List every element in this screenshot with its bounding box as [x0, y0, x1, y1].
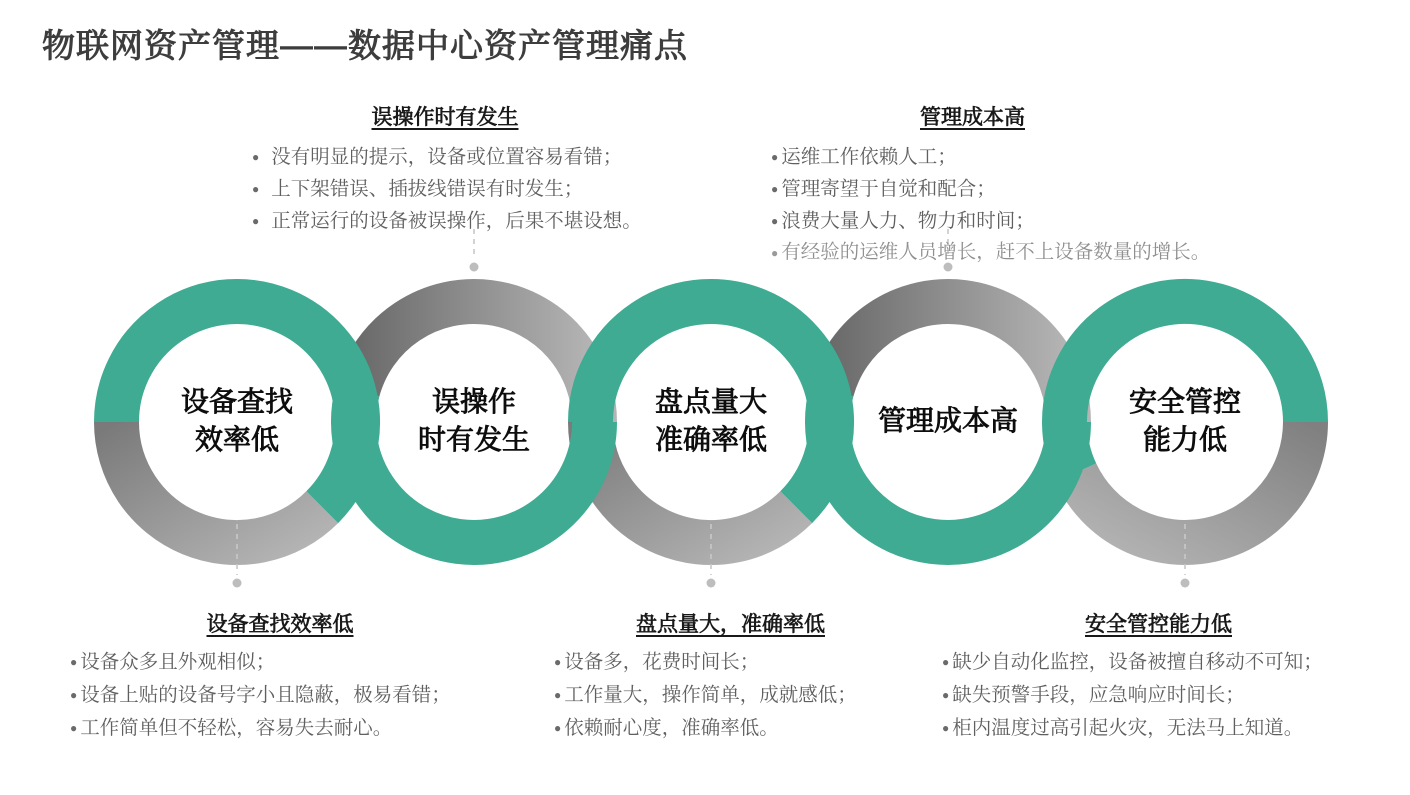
callout-management-cost — [740, 101, 1211, 269]
callout-title: 安全管控能力低 — [1085, 612, 1232, 636]
ring-label-line: 盘点量大 — [654, 387, 767, 418]
bullet-text: 运维工作依赖人工； — [781, 146, 957, 168]
ring-label — [1075, 357, 1295, 487]
callout-inventory — [548, 608, 913, 745]
callout-bullet-list — [942, 646, 1381, 745]
bullet-text: 设备多，花费时间长； — [564, 651, 760, 673]
bullet-icon: ● — [252, 150, 260, 164]
connector-dot — [1181, 579, 1190, 588]
connector-dot — [233, 579, 242, 588]
bullet-text: 设备众多且外观相似； — [80, 651, 276, 673]
ring-label-line: 管理成本高 — [877, 406, 1018, 437]
callout-bullet-list — [554, 646, 913, 745]
bullet-text: 缺少自动化监控，设备被擅自移动不可知； — [952, 651, 1323, 673]
page-title: 物联网资产管理——数据中心资产管理痛点 — [42, 27, 688, 64]
ring-label-line: 安全管控 — [1128, 387, 1241, 418]
bullet-text: 没有明显的提示，设备或位置容易看错； — [271, 146, 623, 168]
bullet-text: 浪费大量人力、物力和时间； — [781, 210, 1035, 232]
callout-security — [936, 608, 1381, 745]
callout-bullet — [771, 205, 1205, 237]
bullet-icon: ● — [942, 688, 950, 702]
connector-dot — [707, 579, 716, 588]
bullet-text: 上下架错误、插拔线错误有时发生； — [271, 178, 584, 200]
ring-label-line: 效率低 — [194, 425, 279, 456]
callout-bullet — [942, 646, 1381, 679]
callout-title: 盘点量大，准确率低 — [636, 612, 825, 636]
callout-bullet — [771, 237, 1211, 269]
ring-label-line: 误操作 — [431, 387, 516, 418]
callout-bullet-list — [252, 141, 650, 237]
bullet-icon: ● — [771, 246, 779, 260]
ring-label-line: 时有发生 — [417, 425, 530, 456]
bullet-text: 工作简单但不轻松，容易失去耐心。 — [80, 717, 393, 739]
bullet-text: 柜内温度过高引起火灾，无法马上知道。 — [952, 717, 1304, 739]
bullet-text: 设备上贴的设备号字小且隐蔽，极易看错； — [80, 684, 451, 706]
callout-bullet — [70, 679, 500, 712]
callout-bullet — [942, 712, 1381, 745]
callout-bullet — [252, 141, 650, 173]
ring-label-line: 设备查找 — [180, 387, 293, 418]
callout-bullet — [554, 712, 913, 745]
callout-bullet — [252, 205, 650, 237]
bullet-text: 有经验的运维人员增长，赶不上设备数量的增长。 — [781, 242, 1211, 263]
bullet-icon: ● — [942, 655, 950, 669]
bullet-icon: ● — [70, 688, 78, 702]
callout-bullet — [554, 646, 913, 679]
bullet-icon: ● — [771, 182, 779, 196]
callout-title: 误操作时有发生 — [371, 105, 519, 129]
callout-device-search — [60, 608, 500, 745]
callout-bullet — [554, 679, 913, 712]
bullet-text: 管理寄望于自觉和配合； — [781, 178, 996, 200]
callout-bullet — [70, 712, 500, 745]
bullet-icon: ● — [942, 721, 950, 735]
ring-label — [127, 357, 347, 487]
bullet-icon: ● — [554, 688, 562, 702]
ring-label — [601, 357, 821, 487]
bullet-icon: ● — [252, 182, 260, 196]
bullet-text: 正常运行的设备被误操作，后果不堪设想。 — [271, 210, 642, 232]
callout-bullet — [771, 141, 1205, 173]
ring-label-line: 能力低 — [1142, 425, 1227, 456]
callout-bullet — [70, 646, 500, 679]
bullet-icon: ● — [771, 214, 779, 228]
callout-bullet — [942, 679, 1381, 712]
bullet-icon: ● — [252, 214, 260, 228]
bullet-text: 缺失预警手段，应急响应时间长； — [952, 684, 1245, 706]
callout-bullet-list — [70, 646, 500, 745]
bullet-icon: ● — [70, 655, 78, 669]
connector-dot — [470, 263, 479, 272]
callout-title: 管理成本高 — [920, 105, 1025, 129]
ring-label — [838, 357, 1058, 487]
bullet-icon: ● — [554, 655, 562, 669]
bullet-icon: ● — [554, 721, 562, 735]
callout-bullet — [252, 173, 650, 205]
ring-label-line: 准确率低 — [654, 425, 767, 456]
callout-bullet-list — [771, 141, 1211, 269]
callout-misoperation — [240, 101, 650, 237]
callout-bullet — [771, 173, 1205, 205]
ring-label — [364, 357, 584, 487]
bullet-icon: ● — [771, 150, 779, 164]
bullet-icon: ● — [70, 721, 78, 735]
callout-title: 设备查找效率低 — [206, 612, 354, 636]
bullet-text: 工作量大，操作简单，成就感低； — [564, 684, 857, 706]
bullet-text: 依赖耐心度，准确率低。 — [564, 717, 779, 739]
